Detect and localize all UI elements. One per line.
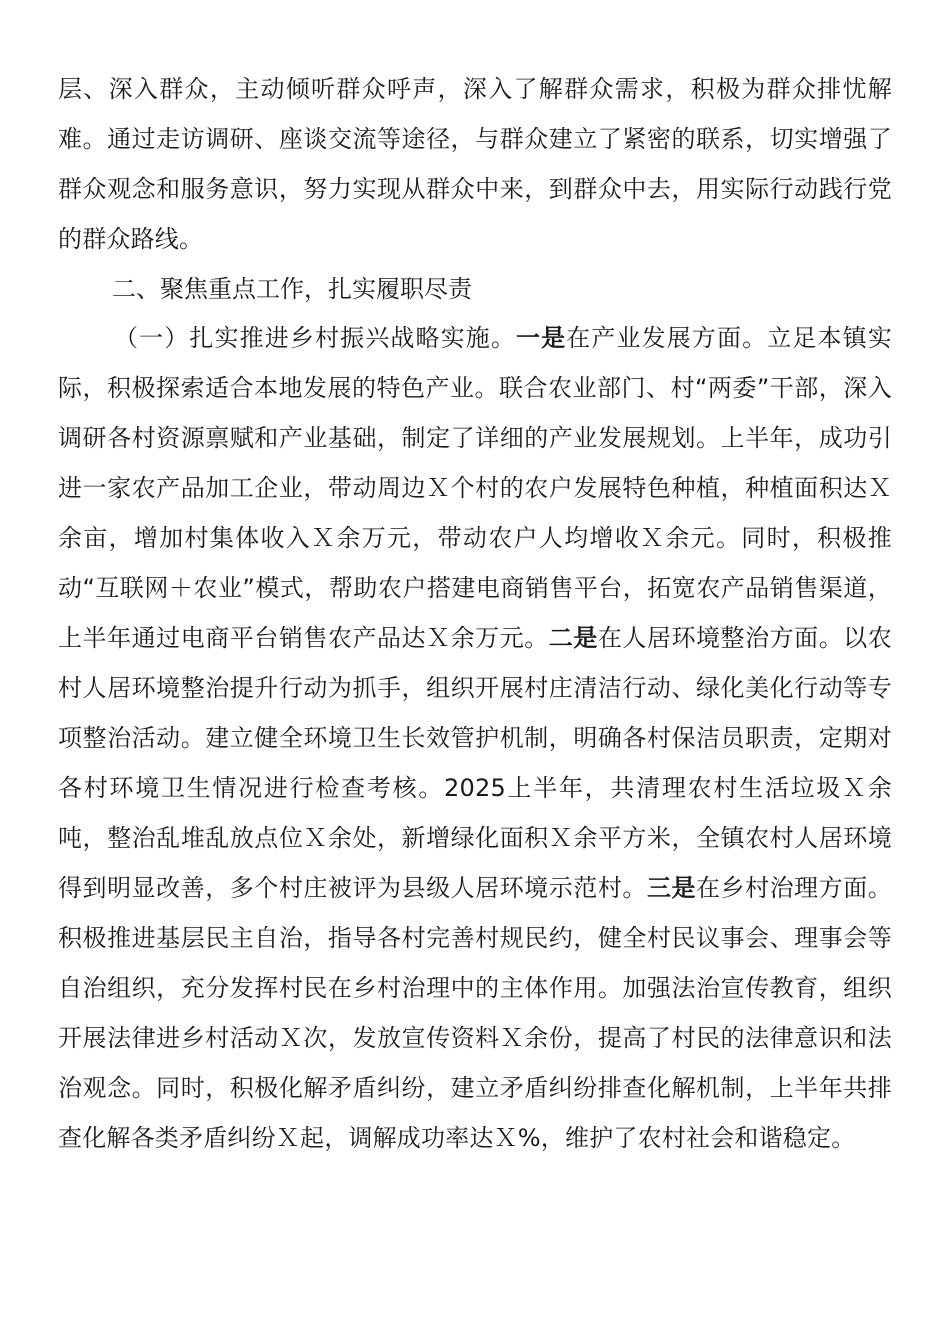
segment-industry: 在产业发展方面。立足本镇实际，积极探索适合本地发展的特色产业。联合农业部门、村“两委”干部，深入调研各村资源禀赋和产业基础，制定了详细的产业发展规划。上半年，成功引进一家农产品加工企业，带动周边Ｘ个村的农户发展特色种植，种植面积达Ｘ余亩，增加村集体收入Ｘ余万元，带动农户人均增收Ｘ余元。同时，积极推动“互联网＋农业”模式，帮助农户搭建电商销售平台，拓宽农产品销售渠道，上半年通过电商平台销售农产品达Ｘ余万元。 — [58, 324, 892, 652]
paragraph-2-intro: （一）扎实推进乡村振兴战略实施。 — [114, 324, 517, 352]
marker-second: 二是 — [548, 624, 598, 652]
segment-environment: 在人居环境整治方面。以农村人居环境整治提升行动为抓手，组织开展村庄清洁行动、绿化美化行动等专项整治活动。建立健全环境卫生长效管护机制，明确各村保洁员职责，定期对各村环境卫生情况进行检查考核。2025上半年，共清理农村生活垃圾Ｘ余吨，整治乱堆乱放点位Ｘ余处，新增绿化面积Ｘ余平方米，全镇农村人居环境得到明显改善，多个村庄被评为县级人居环境示范村。 — [58, 624, 892, 902]
paragraph-continuation — [58, 64, 892, 264]
marker-third: 三是 — [646, 874, 697, 902]
segment-governance: 在乡村治理方面。积极推进基层民主自治，指导各村完善村规民约，健全村民议事会、理事会等自治组织，充分发挥村民在乡村治理中的主体作用。加强法治宣传教育，组织开展法律进乡村活动Ｘ次，发放宣传资料Ｘ余份，提高了村民的法律意识和法治观念。同时，积极化解矛盾纠纷，建立矛盾纠纷排查化解机制，上半年共排查化解各类矛盾纠纷Ｘ起，调解成功率达Ｘ%，维护了农村社会和谐稳定。 — [58, 874, 892, 1152]
section-heading: 二、聚焦重点工作，扎实履职尽责 — [112, 275, 472, 303]
paragraph-rural-revitalization — [58, 313, 892, 1163]
paragraph-1-text: 层、深入群众，主动倾听群众呼声，深入了解群众需求，积极为群众排忧解难。通过走访调研、座谈交流等途径，与群众建立了紧密的联系，切实增强了群众观念和服务意识，努力实现从群众中来，到群众中去，用实际行动践行党的群众路线。 — [58, 75, 892, 253]
marker-first: 一是 — [516, 324, 567, 352]
